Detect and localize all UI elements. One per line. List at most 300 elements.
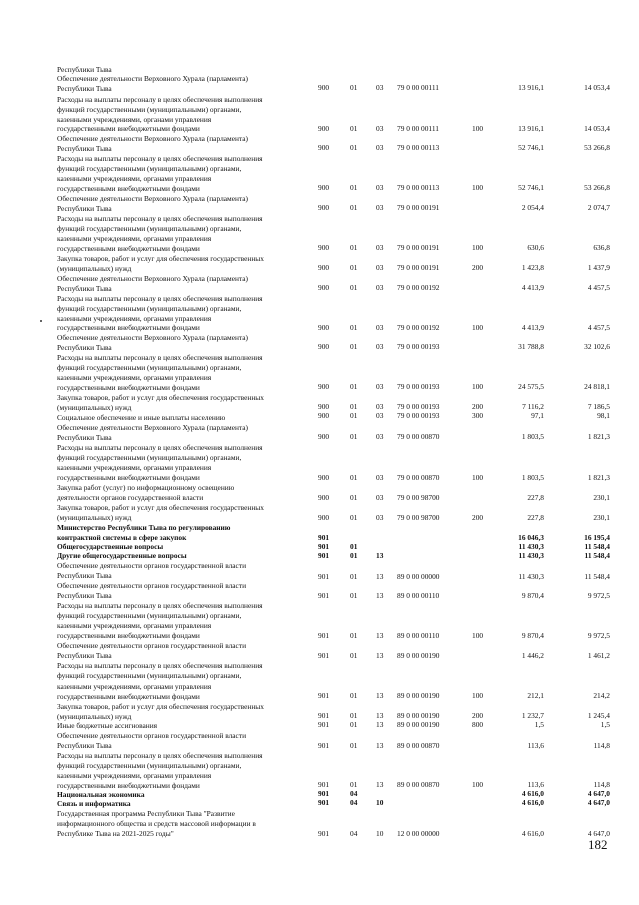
section-code: 01 bbox=[350, 323, 358, 332]
amount-year-2: 230,1 bbox=[593, 513, 610, 522]
subsection-code: 10 bbox=[376, 798, 384, 807]
subsection-code: 03 bbox=[376, 143, 384, 152]
description-line: Национальная экономика bbox=[57, 791, 145, 799]
amount-year-1: 24 575,5 bbox=[518, 382, 544, 391]
admin-code: 900 bbox=[318, 183, 330, 192]
amount-year-2: 114,8 bbox=[593, 780, 610, 789]
section-code: 04 bbox=[350, 798, 358, 807]
target-article-code: 89 0 00 00190 bbox=[397, 711, 440, 720]
admin-code: 900 bbox=[318, 263, 330, 272]
target-article-code: 12 0 00 00000 bbox=[397, 829, 440, 838]
subsection-code: 13 bbox=[376, 711, 384, 720]
amount-year-2: 16 195,4 bbox=[584, 533, 610, 542]
description-line: Расходы на выплаты персоналу в целях обеспечения выполнения bbox=[57, 295, 263, 303]
description-line: Расходы на выплаты персоналу в целях обеспечения выполнения bbox=[57, 155, 263, 163]
section-code: 01 bbox=[350, 711, 358, 720]
amount-year-1: 4 616,0 bbox=[521, 789, 544, 798]
section-code: 01 bbox=[350, 651, 358, 660]
admin-code: 900 bbox=[318, 402, 330, 411]
target-article-code: 89 0 00 00190 bbox=[397, 691, 440, 700]
description-line: Республики Тыва bbox=[57, 344, 112, 352]
description-line: Республики Тыва bbox=[57, 434, 112, 442]
amount-year-1: 7 116,2 bbox=[522, 402, 544, 411]
admin-code: 901 bbox=[318, 789, 330, 798]
section-code: 01 bbox=[350, 283, 358, 292]
section-code: 01 bbox=[350, 493, 358, 502]
description-line: Закупка товаров, работ и услуг для обеспечения государственных bbox=[57, 394, 264, 402]
table-row bbox=[0, 342, 639, 352]
target-article-code: 89 0 00 00110 bbox=[397, 631, 440, 640]
amount-year-1: 227,8 bbox=[527, 493, 544, 502]
description-line: Социальное обеспечение и иные выплаты населению bbox=[57, 414, 226, 422]
table-row bbox=[0, 493, 639, 503]
amount-year-2: 4 647,0 bbox=[587, 829, 610, 838]
subsection-code: 03 bbox=[376, 323, 384, 332]
expense-type-code: 800 bbox=[472, 720, 484, 729]
table-row bbox=[0, 263, 639, 273]
admin-code: 900 bbox=[318, 493, 330, 502]
amount-year-1: 113,6 bbox=[527, 780, 544, 789]
amount-year-2: 1 821,3 bbox=[587, 473, 610, 482]
target-article-code: 79 0 00 00193 bbox=[397, 402, 440, 411]
amount-year-2: 214,2 bbox=[593, 691, 610, 700]
section-code: 01 bbox=[350, 124, 358, 133]
expense-type-code: 100 bbox=[472, 631, 484, 640]
description-line: Республики Тыва bbox=[57, 652, 112, 660]
table-row bbox=[0, 473, 639, 483]
subsection-code: 13 bbox=[376, 720, 384, 729]
description-line: Обеспечение деятельности Верховного Хурала (парламента) bbox=[57, 275, 249, 283]
subsection-code: 03 bbox=[376, 263, 384, 272]
subsection-code: 03 bbox=[376, 83, 384, 92]
amount-year-1: 212,1 bbox=[527, 691, 544, 700]
admin-code: 901 bbox=[318, 651, 330, 660]
section-code: 01 bbox=[350, 203, 358, 212]
amount-year-1: 1 803,5 bbox=[521, 432, 544, 441]
subsection-code: 13 bbox=[376, 651, 384, 660]
amount-year-2: 1 821,3 bbox=[587, 432, 610, 441]
subsection-code: 03 bbox=[376, 124, 384, 133]
expense-type-code: 100 bbox=[472, 183, 484, 192]
amount-year-1: 9 870,4 bbox=[521, 591, 544, 600]
admin-code: 901 bbox=[318, 572, 330, 581]
section-code: 01 bbox=[350, 243, 358, 252]
description-line: Министерство Республики Тыва по регулированию bbox=[57, 524, 231, 532]
expense-type-code: 200 bbox=[472, 402, 484, 411]
target-article-code: 79 0 00 00111 bbox=[397, 124, 439, 133]
amount-year-1: 11 430,3 bbox=[518, 572, 544, 581]
table-row bbox=[0, 551, 639, 561]
table-row bbox=[0, 591, 639, 601]
target-article-code: 79 0 00 98700 bbox=[397, 513, 440, 522]
target-article-code: 79 0 00 00191 bbox=[397, 243, 440, 252]
description-line: Закупка товаров, работ и услуг для обеспечения государственных bbox=[57, 703, 264, 711]
section-code: 01 bbox=[350, 342, 358, 351]
admin-code: 901 bbox=[318, 780, 330, 789]
target-article-code: 79 0 00 00192 bbox=[397, 283, 440, 292]
description-line: функций государственными (муниципальными) органами, bbox=[57, 305, 242, 313]
table-row bbox=[0, 183, 639, 193]
table-row bbox=[0, 411, 639, 421]
section-code: 01 bbox=[350, 411, 358, 420]
admin-code: 901 bbox=[318, 631, 330, 640]
amount-year-1: 1 803,5 bbox=[521, 473, 544, 482]
description-line: Обеспечение деятельности органов государственной власти bbox=[57, 642, 247, 650]
description-line: Обеспечение деятельности Верховного Хурала (парламента) bbox=[57, 334, 249, 342]
subsection-code: 10 bbox=[376, 829, 384, 838]
admin-code: 900 bbox=[318, 124, 330, 133]
target-article-code: 89 0 00 00870 bbox=[397, 741, 440, 750]
subsection-code: 03 bbox=[376, 473, 384, 482]
description-line: (муниципальных) нужд bbox=[57, 404, 132, 412]
amount-year-1: 4 616,0 bbox=[521, 798, 544, 807]
amount-year-1: 9 870,4 bbox=[521, 631, 544, 640]
description-line: государственными внебюджетными фондами bbox=[57, 474, 200, 482]
description-line: государственными внебюджетными фондами bbox=[57, 245, 200, 253]
description-line: государственными внебюджетными фондами bbox=[57, 384, 200, 392]
section-code: 01 bbox=[350, 572, 358, 581]
description-line: Расходы на выплаты персоналу в целях обеспечения выполнения bbox=[57, 444, 263, 452]
subsection-code: 03 bbox=[376, 411, 384, 420]
section-code: 01 bbox=[350, 143, 358, 152]
section-code: 01 bbox=[350, 432, 358, 441]
description-line: казенными учреждениями, органами управления bbox=[57, 315, 212, 323]
section-code: 01 bbox=[350, 551, 358, 560]
description-line: Обеспечение деятельности Верховного Хурала (парламента) bbox=[57, 75, 249, 83]
subsection-code: 03 bbox=[376, 342, 384, 351]
table-row bbox=[0, 382, 639, 392]
expense-type-code: 100 bbox=[472, 382, 484, 391]
amount-year-1: 11 430,3 bbox=[518, 551, 544, 560]
amount-year-1: 52 746,1 bbox=[518, 183, 544, 192]
target-article-code: 79 0 00 00191 bbox=[397, 203, 440, 212]
target-article-code: 79 0 00 00193 bbox=[397, 382, 440, 391]
amount-year-2: 11 548,4 bbox=[584, 551, 610, 560]
description-line: казенными учреждениями, органами управления bbox=[57, 683, 212, 691]
amount-year-1: 2 054,4 bbox=[521, 203, 544, 212]
target-article-code: 89 0 00 00000 bbox=[397, 572, 440, 581]
description-line: Обеспечение деятельности Верховного Хурала (парламента) bbox=[57, 135, 249, 143]
description-line: Расходы на выплаты персоналу в целях обеспечения выполнения bbox=[57, 96, 263, 104]
description-line: Обеспечение деятельности Верховного Хурала (парламента) bbox=[57, 424, 249, 432]
amount-year-1: 227,8 bbox=[527, 513, 544, 522]
amount-year-2: 4 647,0 bbox=[587, 798, 610, 807]
expense-type-code: 100 bbox=[472, 323, 484, 332]
amount-year-2: 9 972,5 bbox=[587, 591, 610, 600]
section-code: 01 bbox=[350, 631, 358, 640]
amount-year-2: 636,8 bbox=[593, 243, 610, 252]
target-article-code: 89 0 00 00110 bbox=[397, 591, 440, 600]
scan-speck bbox=[40, 320, 42, 322]
expense-type-code: 100 bbox=[472, 473, 484, 482]
description-line: Республике Тыва на 2021-2025 годы" bbox=[57, 830, 174, 838]
expense-type-code: 100 bbox=[472, 691, 484, 700]
table-row bbox=[0, 572, 639, 582]
description-line: казенными учреждениями, органами управления bbox=[57, 772, 212, 780]
description-line: функций государственными (муниципальными) органами, bbox=[57, 672, 242, 680]
admin-code: 901 bbox=[318, 711, 330, 720]
description-line: казенными учреждениями, органами управления bbox=[57, 374, 212, 382]
expense-type-code: 100 bbox=[472, 780, 484, 789]
amount-year-1: 13 916,1 bbox=[518, 124, 544, 133]
section-code: 01 bbox=[350, 402, 358, 411]
description-line: функций государственными (муниципальными) органами, bbox=[57, 762, 242, 770]
description-line: казенными учреждениями, органами управления bbox=[57, 116, 212, 124]
description-line: Закупка работ (услуг) по информационному освещению bbox=[57, 484, 235, 492]
amount-year-1: 97,1 bbox=[531, 411, 544, 420]
amount-year-1: 16 046,3 bbox=[518, 533, 544, 542]
target-article-code: 79 0 00 00193 bbox=[397, 411, 440, 420]
amount-year-2: 1 245,4 bbox=[587, 711, 610, 720]
subsection-code: 13 bbox=[376, 631, 384, 640]
expense-type-code: 100 bbox=[472, 124, 484, 133]
table-row bbox=[0, 829, 639, 839]
description-line: государственными внебюджетными фондами bbox=[57, 632, 200, 640]
description-line: Связь и информатика bbox=[57, 800, 131, 808]
table-row bbox=[0, 203, 639, 213]
target-article-code: 79 0 00 00113 bbox=[397, 143, 440, 152]
amount-year-2: 24 818,1 bbox=[584, 382, 610, 391]
amount-year-1: 11 430,3 bbox=[518, 542, 544, 551]
section-code: 01 bbox=[350, 263, 358, 272]
admin-code: 901 bbox=[318, 691, 330, 700]
description-line: функций государственными (муниципальными) органами, bbox=[57, 165, 242, 173]
section-code: 01 bbox=[350, 473, 358, 482]
admin-code: 900 bbox=[318, 203, 330, 212]
subsection-code: 03 bbox=[376, 402, 384, 411]
target-article-code: 79 0 00 98700 bbox=[397, 493, 440, 502]
description-line: Республики Тыва bbox=[57, 145, 112, 153]
table-row bbox=[0, 741, 639, 751]
admin-code: 900 bbox=[318, 342, 330, 351]
amount-year-1: 113,6 bbox=[527, 741, 544, 750]
amount-year-2: 32 102,6 bbox=[584, 342, 610, 351]
target-article-code: 79 0 00 00870 bbox=[397, 473, 440, 482]
description-line: Республики Тыва bbox=[57, 85, 112, 93]
admin-code: 901 bbox=[318, 551, 330, 560]
amount-year-2: 98,1 bbox=[597, 411, 610, 420]
admin-code: 900 bbox=[318, 143, 330, 152]
section-code: 01 bbox=[350, 513, 358, 522]
subsection-code: 03 bbox=[376, 283, 384, 292]
expense-type-code: 200 bbox=[472, 263, 484, 272]
target-article-code: 79 0 00 00870 bbox=[397, 432, 440, 441]
description-line: Республики Тыва bbox=[57, 205, 112, 213]
description-line: деятельности органов государственной власти bbox=[57, 494, 204, 502]
description-line: Республики Тыва bbox=[57, 742, 112, 750]
subsection-code: 13 bbox=[376, 591, 384, 600]
admin-code: 901 bbox=[318, 720, 330, 729]
amount-year-1: 13 916,1 bbox=[518, 83, 544, 92]
description-line: (муниципальных) нужд bbox=[57, 265, 132, 273]
amount-year-1: 52 746,1 bbox=[518, 143, 544, 152]
admin-code: 900 bbox=[318, 473, 330, 482]
admin-code: 900 bbox=[318, 243, 330, 252]
amount-year-2: 11 548,4 bbox=[584, 572, 610, 581]
admin-code: 901 bbox=[318, 533, 330, 542]
admin-code: 900 bbox=[318, 283, 330, 292]
table-row bbox=[0, 798, 639, 808]
description-line: Республики Тыва bbox=[57, 572, 112, 580]
admin-code: 901 bbox=[318, 542, 330, 551]
target-article-code: 79 0 00 00191 bbox=[397, 263, 440, 272]
section-code: 01 bbox=[350, 83, 358, 92]
target-article-code: 79 0 00 00113 bbox=[397, 183, 440, 192]
amount-year-2: 114,8 bbox=[593, 741, 610, 750]
description-line: Расходы на выплаты персоналу в целях обеспечения выполнения bbox=[57, 752, 263, 760]
amount-year-1: 31 788,8 bbox=[518, 342, 544, 351]
amount-year-1: 4 616,0 bbox=[521, 829, 544, 838]
section-code: 01 bbox=[350, 780, 358, 789]
subsection-code: 03 bbox=[376, 203, 384, 212]
description-line: Республики Тыва bbox=[57, 592, 112, 600]
section-code: 01 bbox=[350, 183, 358, 192]
amount-year-2: 7 186,5 bbox=[587, 402, 610, 411]
table-row bbox=[0, 243, 639, 253]
table-row bbox=[0, 720, 639, 730]
amount-year-1: 4 413,9 bbox=[521, 323, 544, 332]
description-line: Закупка товаров, работ и услуг для обеспечения государственных bbox=[57, 255, 264, 263]
description-line: контрактной системы в сфере закупок bbox=[57, 534, 187, 542]
section-code: 01 bbox=[350, 382, 358, 391]
description-line: казенными учреждениями, органами управления bbox=[57, 464, 212, 472]
section-code: 04 bbox=[350, 829, 358, 838]
amount-year-2: 4 457,5 bbox=[587, 283, 610, 292]
admin-code: 901 bbox=[318, 741, 330, 750]
target-article-code: 79 0 00 00193 bbox=[397, 342, 440, 351]
table-row bbox=[0, 513, 639, 523]
amount-year-2: 4 457,5 bbox=[587, 323, 610, 332]
admin-code: 901 bbox=[318, 591, 330, 600]
amount-year-2: 1,5 bbox=[600, 720, 610, 729]
admin-code: 900 bbox=[318, 411, 330, 420]
description-line: казенными учреждениями, органами управления bbox=[57, 235, 212, 243]
description-line: Обеспечение деятельности органов государственной власти bbox=[57, 562, 247, 570]
section-code: 01 bbox=[350, 720, 358, 729]
amount-year-1: 1 423,8 bbox=[521, 263, 544, 272]
subsection-code: 03 bbox=[376, 513, 384, 522]
subsection-code: 03 bbox=[376, 243, 384, 252]
section-code: 01 bbox=[350, 591, 358, 600]
amount-year-1: 630,6 bbox=[527, 243, 544, 252]
description-line: Государственная программа Республики Тыва "Развитие bbox=[57, 810, 235, 818]
description-line: Закупка товаров, работ и услуг для обеспечения государственных bbox=[57, 504, 264, 512]
amount-year-1: 4 413,9 bbox=[521, 283, 544, 292]
target-article-code: 79 0 00 00111 bbox=[397, 83, 439, 92]
amount-year-2: 230,1 bbox=[593, 493, 610, 502]
description-line: государственными внебюджетными фондами bbox=[57, 324, 200, 332]
subsection-code: 03 bbox=[376, 382, 384, 391]
subsection-code: 13 bbox=[376, 572, 384, 581]
amount-year-2: 11 548,4 bbox=[584, 542, 610, 551]
table-row bbox=[0, 631, 639, 641]
description-line: функций государственными (муниципальными) органами, bbox=[57, 106, 242, 114]
target-article-code: 79 0 00 00192 bbox=[397, 323, 440, 332]
description-line: государственными внебюджетными фондами bbox=[57, 125, 200, 133]
amount-year-2: 9 972,5 bbox=[587, 631, 610, 640]
description-line: Другие общегосударственные вопросы bbox=[57, 552, 187, 560]
section-code: 01 bbox=[350, 741, 358, 750]
description-line: Обеспечение деятельности Верховного Хурала (парламента) bbox=[57, 195, 249, 203]
table-row bbox=[0, 143, 639, 153]
description-line: Расходы на выплаты персоналу в целях обеспечения выполнения bbox=[57, 215, 263, 223]
description-line: государственными внебюджетными фондами bbox=[57, 185, 200, 193]
page-number: 182 bbox=[588, 837, 608, 852]
subsection-code: 13 bbox=[376, 691, 384, 700]
amount-year-2: 4 647,0 bbox=[587, 789, 610, 798]
subsection-code: 03 bbox=[376, 432, 384, 441]
description-line: Расходы на выплаты персоналу в целях обеспечения выполнения bbox=[57, 354, 263, 362]
description-line: казенными учреждениями, органами управления bbox=[57, 622, 212, 630]
amount-year-2: 53 266,8 bbox=[584, 183, 610, 192]
description-line: функций государственными (муниципальными) органами, bbox=[57, 364, 242, 372]
description-line: государственными внебюджетными фондами bbox=[57, 782, 200, 790]
expense-type-code: 300 bbox=[472, 411, 484, 420]
admin-code: 900 bbox=[318, 432, 330, 441]
subsection-code: 13 bbox=[376, 551, 384, 560]
table-row bbox=[0, 124, 639, 134]
amount-year-1: 1,5 bbox=[534, 720, 544, 729]
table-row bbox=[0, 83, 639, 93]
amount-year-2: 14 053,4 bbox=[584, 83, 610, 92]
description-line: Иные бюджетные ассигнования bbox=[57, 722, 158, 730]
description-line: казенными учреждениями, органами управления bbox=[57, 175, 212, 183]
target-article-code: 89 0 00 00190 bbox=[397, 651, 440, 660]
amount-year-1: 1 232,7 bbox=[521, 711, 544, 720]
table-row bbox=[0, 283, 639, 293]
amount-year-1: 1 446,2 bbox=[521, 651, 544, 660]
target-article-code: 89 0 00 00190 bbox=[397, 720, 440, 729]
description-line: Обеспечение деятельности органов государственной власти bbox=[57, 582, 247, 590]
subsection-code: 13 bbox=[376, 780, 384, 789]
expense-type-code: 100 bbox=[472, 243, 484, 252]
admin-code: 900 bbox=[318, 83, 330, 92]
expense-type-code: 200 bbox=[472, 513, 484, 522]
target-article-code: 89 0 00 00870 bbox=[397, 780, 440, 789]
subsection-code: 13 bbox=[376, 741, 384, 750]
section-code: 04 bbox=[350, 789, 358, 798]
description-line: функций государственными (муниципальными) органами, bbox=[57, 612, 242, 620]
amount-year-2: 1 461,2 bbox=[587, 651, 610, 660]
table-row bbox=[0, 691, 639, 701]
description-line: Расходы на выплаты персоналу в целях обеспечения выполнения bbox=[57, 602, 263, 610]
description-line: Республики Тыва bbox=[57, 285, 112, 293]
admin-code: 900 bbox=[318, 513, 330, 522]
section-code: 01 bbox=[350, 542, 358, 551]
subsection-code: 03 bbox=[376, 183, 384, 192]
description-line: функций государственными (муниципальными) органами, bbox=[57, 454, 242, 462]
admin-code: 901 bbox=[318, 829, 330, 838]
amount-year-2: 1 437,9 bbox=[587, 263, 610, 272]
expense-type-code: 200 bbox=[472, 711, 484, 720]
admin-code: 900 bbox=[318, 323, 330, 332]
description-line: (муниципальных) нужд bbox=[57, 713, 132, 721]
description-line: информационного общества и средств массовой информации в bbox=[57, 820, 256, 828]
description-line: государственными внебюджетными фондами bbox=[57, 693, 200, 701]
description-line: Обеспечение деятельности органов государственной власти bbox=[57, 732, 247, 740]
table-row bbox=[0, 432, 639, 442]
description-line: функций государственными (муниципальными) органами, bbox=[57, 225, 242, 233]
description-line: Расходы на выплаты персоналу в целях обеспечения выполнения bbox=[57, 662, 263, 670]
table-row bbox=[0, 651, 639, 661]
section-code: 01 bbox=[350, 691, 358, 700]
subsection-code: 03 bbox=[376, 493, 384, 502]
admin-code: 900 bbox=[318, 382, 330, 391]
table-row bbox=[0, 323, 639, 333]
description-line: Республики Тыва bbox=[57, 66, 112, 74]
admin-code: 901 bbox=[318, 798, 330, 807]
description-line: Общегосударственные вопросы bbox=[57, 543, 164, 551]
